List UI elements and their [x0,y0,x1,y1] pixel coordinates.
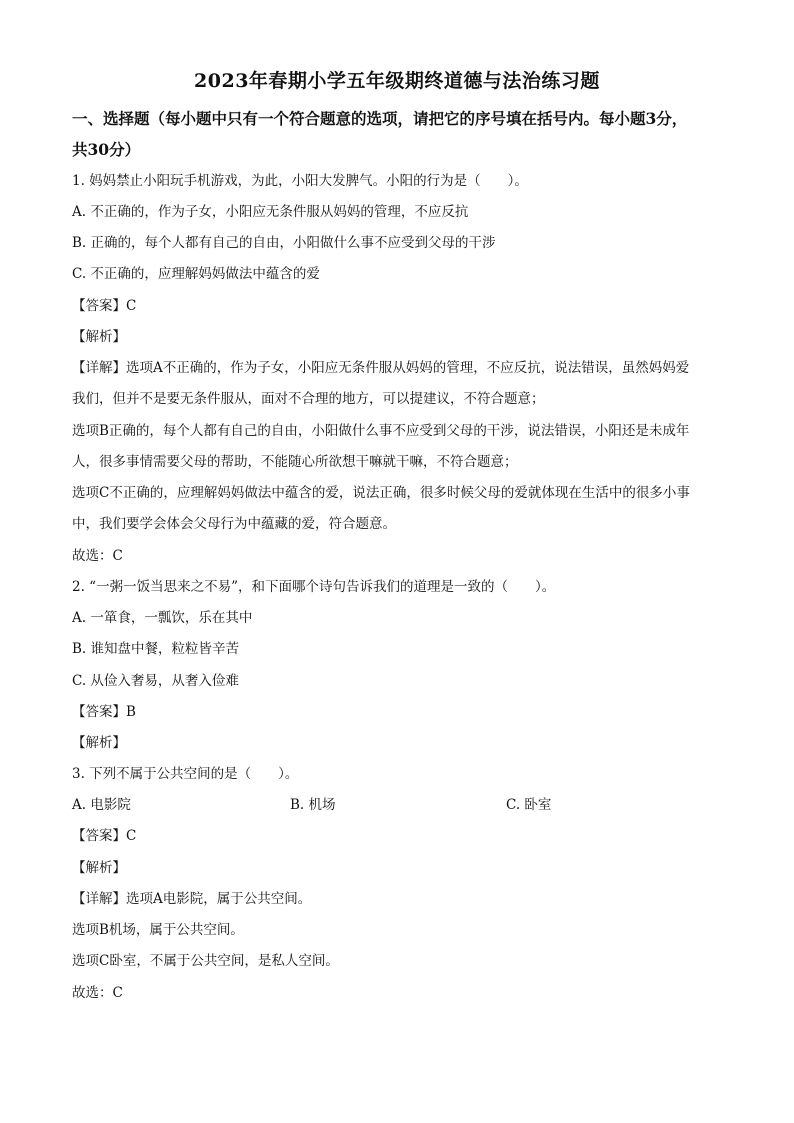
q3-option-a: A. 电影院 [72,797,131,813]
q1-option-a: A. 不正确的，作为子女，小阳应无条件服从妈妈的管理，不应反抗 [72,204,469,220]
q1-conclusion: 故选：C [72,548,123,564]
q2-analysis-label: 【解析】 [72,735,126,751]
q3-option-c: C. 卧室 [506,797,552,813]
section-heading [72,103,732,165]
q3-detail-line-3: 选项C卧室，不属于公共空间，是私人空间。 [72,953,339,969]
q1-option-c: C. 不正确的，应理解妈妈做法中蕴含的爱 [72,266,320,282]
q3-analysis-label: 【解析】 [72,860,126,876]
q3-stem: 3. 下列不属于公共空间的是（ ）。 [72,766,299,782]
q1-answer: 【答案】C [72,298,137,314]
q3-option-b: B. 机场 [290,797,336,813]
page-title: 2023年春期小学五年级期终道德与法治练习题 [194,70,600,92]
q3-conclusion: 故选：C [72,985,123,1001]
q2-option-a: A. 一箪食，一瓢饮，乐在其中 [72,610,253,626]
q1-analysis-label: 【解析】 [72,329,126,345]
q1-detail-line-3: 选项B正确的，每个人都有自己的自由，小阳做什么事不应受到父母的干涉，说法错误，小阳还是未成年 [72,423,690,439]
q1-detail-line-4: 人，很多事情需要父母的帮助，不能随心所欲想干嘛就干嘛，不符合题意； [72,454,518,470]
q2-stem: 2. “一粥一饭当思来之不易”，和下面哪个诗句告诉我们的道理是一致的（ ）。 [72,579,556,595]
q1-detail-line-5: 选项C不正确的，应理解妈妈做法中蕴含的爱，说法正确，很多时候父母的爱就体现在生活中的很多小事 [72,485,690,501]
q1-detail-line-1: 【详解】选项A不正确的，作为子女，小阳应无条件服从妈妈的管理，不应反抗，说法错误，虽然妈妈爱 [72,360,690,376]
q2-option-b: B. 谁知盘中餐，粒粒皆辛苦 [72,641,240,657]
q2-option-c: C. 从俭入奢易，从奢入俭难 [72,673,239,689]
q3-detail-line-2: 选项B机场，属于公共空间。 [72,922,244,938]
q3-detail-line-1: 【详解】选项A电影院，属于公共空间。 [72,891,312,907]
q1-detail-line-2: 我们，但并不是要无条件服从，面对不合理的地方，可以提建议，不符合题意； [72,391,545,407]
q3-answer: 【答案】C [72,828,137,844]
section-heading-line-2: 共30分） [72,140,141,159]
q1-detail-line-6: 中，我们要学会体会父母行为中蕴藏的爱，符合题意。 [72,516,396,532]
q1-option-b: B. 正确的，每个人都有自己的自由，小阳做什么事不应受到父母的干涉 [72,235,496,251]
section-heading-line-1: 一、选择题（每小题中只有一个符合题意的选项，请把它的序号填在括号内。每小题3分， [72,109,688,128]
q1-stem: 1. 妈妈禁止小阳玩手机游戏，为此，小阳大发脾气。小阳的行为是（ ）。 [72,173,528,189]
q2-answer: 【答案】B [72,704,136,720]
